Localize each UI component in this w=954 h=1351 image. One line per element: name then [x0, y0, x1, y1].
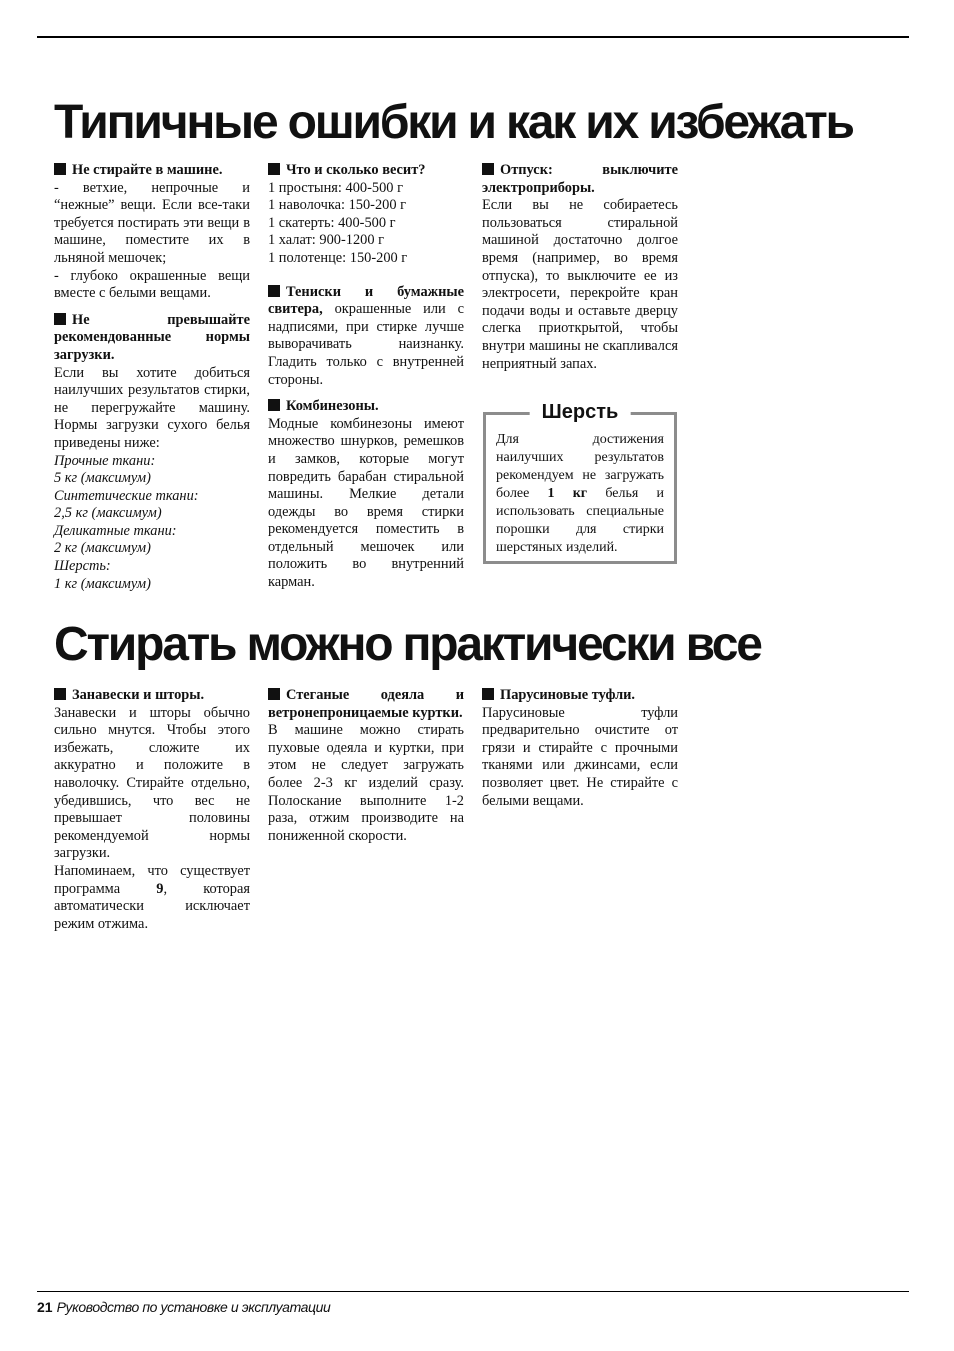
tip-body-part: , которая автоматически исключает режим отжима. [54, 880, 250, 932]
load-item: Шерсть: [54, 558, 111, 575]
bullet-square-icon [54, 313, 66, 325]
column-1 [54, 162, 250, 602]
load-item: Синтетические ткани: [54, 487, 199, 504]
tip-body: Если вы не собираетесь пользоваться стиральной машиной достаточно долгое время (например, во время отпуска), то выключите ее из электросети, перекройте кран подачи воды и оставьте дверцу слегка приоткрытой, чтобы внутри машины не скапливался неприятный запах. [482, 197, 678, 372]
tip-body: - ветхие, непрочные и “нежные” вещи. Если все-таки требуется постирать эти вещи в машине, поместите их в льняной мешочек; - глубоко окрашенные вещи вместе с белыми вещами. [54, 179, 250, 302]
wool-text-part: белья и использовать специальные порошки для стирки шерстяных изделий. [496, 486, 664, 555]
tip-load-limits [54, 312, 250, 594]
tip-heading: Отпуск: выключите электроприборы. [482, 162, 678, 196]
bullet-square-icon [268, 285, 280, 297]
column-5 [268, 687, 464, 854]
load-item: 2,5 кг (максимум) [54, 505, 162, 522]
top-rule [37, 36, 909, 38]
tip-heading: Не превышайте рекомендованные нормы загрузки. [54, 311, 250, 363]
tip-body: Если вы хотите добиться наилучших результатов стирки, не перегружайте машину. Нормы загрузки сухого белья приведены ниже: [54, 364, 250, 451]
tip-heading: Стеганые одеяла и ветронепроницаемые куртки. [268, 687, 464, 721]
load-item: 2 кг (максимум) [54, 540, 151, 557]
bullet-square-icon [482, 163, 494, 175]
tip-heading: Парусиновые туфли. [500, 687, 636, 703]
wool-note-title: Шерсть [530, 400, 631, 424]
bullet-square-icon [268, 163, 280, 175]
load-item: 1 кг (максимум) [54, 575, 151, 592]
tip-weights [268, 162, 464, 268]
column-4 [54, 687, 250, 942]
bullet-square-icon [268, 688, 280, 700]
tip-heading: Занавески и шторы. [72, 687, 205, 703]
tip-heading: Тениски и бумажные свитера, [268, 283, 464, 318]
bottom-rule [37, 1291, 909, 1292]
weight-item: 1 скатерть: 400-500 г [268, 214, 396, 231]
bullet-square-icon [482, 688, 494, 700]
tip-body: Модные комбинезоны имеют множество шнурков, ремешков и замков, которые могут повредить барабан стиральной машины. Мелкие детали одежды во время стирки рекомендуется поместить в отдельный мешочек или положить во внутренний карман. [268, 415, 464, 591]
tip-body: Парусиновые туфли предварительно очистите от грязи и стирайте с прочными тканями или джинсами, если позволяет цвет. Не стирайте с белыми вещами. [482, 704, 678, 809]
tip-canvas-shoes [482, 687, 678, 810]
tip-do-not-wash [54, 162, 250, 303]
tip-overalls [268, 398, 464, 592]
footer-text: Руководство по установке и эксплуатации [56, 1299, 331, 1315]
tip-heading: Что и сколько весит? [286, 162, 426, 178]
tip-tshirts [268, 284, 464, 390]
bullet-square-icon [54, 688, 66, 700]
program-number: 9 [156, 880, 164, 897]
tip-body-part: Занавески и шторы обычно сильно мнутся. Чтобы этого избежать, сложите их аккуратно и положите в наволочку. Стирайте отдельно, убедившись, что вес не превышает половины рекомендуемой нормы загрузки. Напоминаем, что существует программа [54, 704, 250, 897]
weight-item: 1 полотенце: 150-200 г [268, 249, 408, 266]
tip-body: В машине можно стирать пуховые одеяла и куртки, при этом не следует загружать более 2-3 кг изделий сразу. Полоскание выполните 1-2 раза, отжим производите на пониженной скорости. [268, 722, 464, 844]
column-2 [268, 162, 464, 601]
column-3 [482, 162, 678, 382]
weight-item: 1 халат: 900-1200 г [268, 232, 385, 249]
tip-heading: Комбинезоны. [286, 398, 379, 415]
tip-quilts [268, 687, 464, 845]
tip-body [54, 705, 250, 934]
page-number: 21 [37, 1299, 53, 1315]
wool-note-text [496, 431, 664, 557]
page-footer [37, 1297, 330, 1317]
bullet-square-icon [268, 399, 280, 411]
wool-weight: 1 кг [547, 486, 588, 501]
load-item: 5 кг (максимум) [54, 470, 151, 487]
load-item: Прочные ткани: [54, 452, 156, 469]
tip-heading: Не стирайте в машине. [72, 162, 223, 178]
bullet-square-icon [54, 163, 66, 175]
tip-curtains [54, 687, 250, 933]
section-title-washable: Стирать можно практически все [54, 618, 761, 671]
section-title-mistakes: Типичные ошибки и как их избежать [54, 96, 853, 149]
weight-item: 1 простыня: 400-500 г [268, 179, 403, 196]
tip-vacation [482, 162, 678, 373]
wool-text-part: Для достижения наилучших результатов рекомендуем не загружать более [496, 432, 664, 501]
tip-body: окрашенные или с надписями, при стирке лучше выворачивать наизнанку. Гладить только с внутренней стороны. [268, 301, 464, 388]
load-item: Деликатные ткани: [54, 522, 177, 539]
weight-item: 1 наволочка: 150-200 г [268, 197, 407, 214]
wool-note-box [483, 401, 677, 564]
column-6 [482, 687, 678, 819]
